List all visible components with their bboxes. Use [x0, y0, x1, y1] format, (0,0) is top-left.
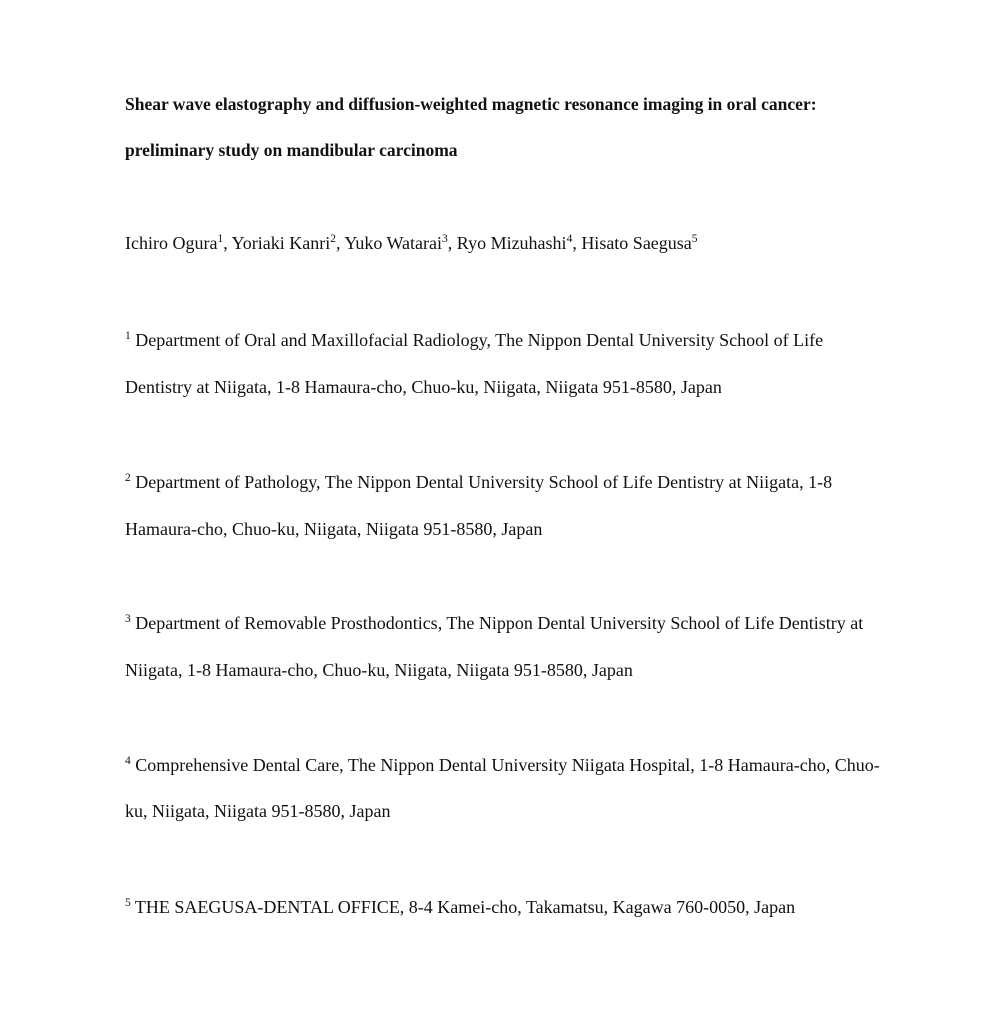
paper-title-line-1: Shear wave elastography and diffusion-weighted magnetic resonance imaging in oral cancer:	[125, 94, 817, 114]
author-name: Ryo Mizuhashi	[456, 233, 567, 253]
affiliation-4-line-1	[125, 754, 880, 776]
author-affiliation-number: 4	[566, 233, 573, 245]
affiliation-4-line-2: ku, Niigata, Niigata 951-8580, Japan	[125, 801, 391, 821]
affiliation-number: 3	[125, 613, 131, 625]
author-affiliation-number: 3	[442, 233, 448, 245]
author-separator: ,	[447, 233, 457, 253]
affiliation-text: Department of Oral and Maxillofacial Radiology, The Nippon Dental University School of Life	[130, 330, 824, 350]
affiliation-number: 2	[125, 472, 131, 484]
author-name: Ichiro Ogura	[125, 233, 218, 253]
affiliation-1-line-1	[125, 329, 823, 351]
affiliation-2-line-1	[125, 471, 832, 493]
author-name: Yuko Watarai	[344, 233, 443, 253]
author-name: Yoriaki Kanri	[231, 233, 331, 253]
affiliation-3-line-1	[125, 612, 863, 634]
author-affiliation-number: 1	[217, 233, 224, 245]
affiliation-number: 4	[125, 755, 131, 767]
affiliation-5-line-1	[125, 896, 795, 918]
affiliation-number: 5	[125, 897, 131, 909]
affiliation-1-line-2: Dentistry at Niigata, 1-8 Hamaura-cho, Chuo-ku, Niigata, Niigata 951-8580, Japan	[125, 377, 722, 397]
affiliation-text: Comprehensive Dental Care, The Nippon Dental University Niigata Hospital, 1-8 Hamaura-cho, Chuo-	[130, 755, 880, 775]
paper-title-line-2: preliminary study on mandibular carcinoma	[125, 140, 458, 160]
affiliation-2-line-2: Hamaura-cho, Chuo-ku, Niigata, Niigata 951-8580, Japan	[125, 519, 543, 539]
affiliation-3-line-2: Niigata, 1-8 Hamaura-cho, Chuo-ku, Niigata, Niigata 951-8580, Japan	[125, 660, 633, 680]
author-separator: ,	[572, 233, 582, 253]
affiliation-number: 1	[125, 330, 131, 342]
author-separator: ,	[335, 233, 345, 253]
author-list	[125, 232, 698, 254]
author-separator: ,	[223, 233, 232, 253]
author-affiliation-number: 5	[691, 233, 698, 245]
author-affiliation-number: 2	[330, 233, 336, 245]
author-name: Hisato Saegusa	[581, 233, 692, 253]
affiliation-text: THE SAEGUSA-DENTAL OFFICE, 8-4 Kamei-cho, Takamatsu, Kagawa 760-0050, Japan	[130, 897, 796, 917]
affiliation-text: Department of Removable Prosthodontics, The Nippon Dental University School of Life Dentistry at	[130, 613, 864, 633]
affiliation-text: Department of Pathology, The Nippon Dental University School of Life Dentistry at Niigata, 1-8	[130, 472, 833, 492]
